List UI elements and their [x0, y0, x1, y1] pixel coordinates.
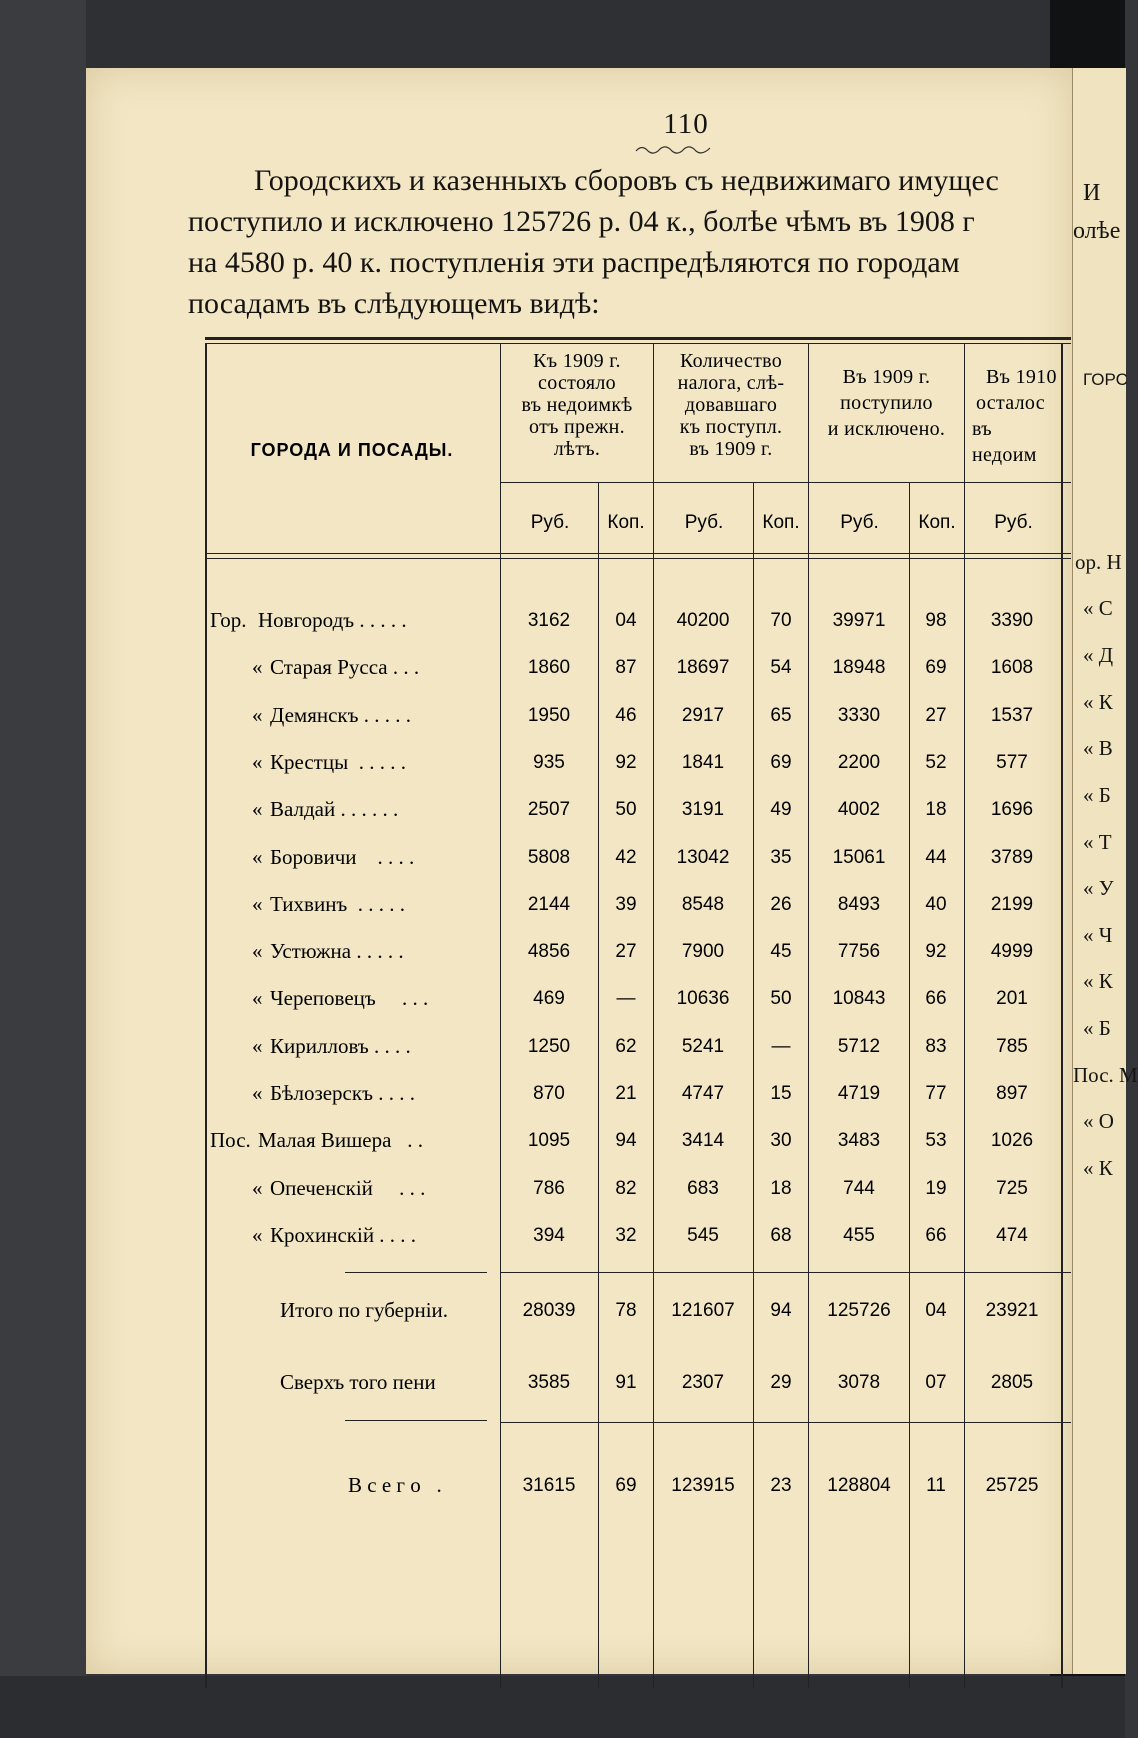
row-prefix: Гор.: [210, 608, 247, 632]
table-cell: 725: [996, 1178, 1028, 1199]
table-cell: 66: [925, 1225, 947, 1246]
table-cell: 4856: [527, 941, 571, 962]
table-cell: 50: [770, 988, 792, 1009]
table-cell: 49: [770, 799, 792, 820]
header-cities: ГОРОДА И ПОСАДЫ.: [250, 440, 454, 460]
table-cell: 870: [533, 1083, 565, 1104]
header-line: состояло: [538, 372, 616, 394]
scanner-background-top: [0, 0, 1125, 68]
header-line: и исключено.: [827, 418, 946, 440]
adjacent-page-fragment: « Д: [1083, 643, 1114, 667]
table-cell: 45: [770, 941, 792, 962]
totals-rule-1: [500, 1272, 1071, 1273]
table-cell: 26: [770, 894, 792, 915]
row-city-name: Кирилловъ . . . .: [270, 1034, 411, 1058]
totals-rule-3: [500, 1422, 1071, 1423]
row-prefix: «: [252, 845, 263, 869]
row-prefix: Пос.: [210, 1128, 251, 1152]
adjacent-page-fragment: олѣе: [1073, 218, 1121, 244]
table-cell: 786: [533, 1178, 565, 1199]
table-cell: 40200: [676, 610, 730, 631]
header-line: осталос: [976, 392, 1045, 414]
table-cell: 98: [925, 610, 947, 631]
table-cell: 65: [770, 705, 792, 726]
table-cell: 5241: [681, 1036, 725, 1057]
adjacent-page-fragment: « Т: [1083, 830, 1112, 854]
table-cell: 92: [615, 752, 637, 773]
unit-rub: Руб.: [994, 512, 1033, 533]
row-prefix: «: [252, 1034, 263, 1058]
table-cell: 52: [925, 752, 947, 773]
table-cell: 469: [533, 988, 565, 1009]
table-cell: 7756: [837, 941, 881, 962]
row-city-name: Старая Русса . . .: [270, 655, 420, 679]
total-cell: 121607: [671, 1300, 735, 1321]
total-cell: 125726: [827, 1300, 891, 1321]
table-cell: 1537: [990, 705, 1034, 726]
adjacent-page-fragment: ор. Н: [1075, 550, 1122, 574]
header-line: Къ 1909 г.: [533, 350, 621, 372]
header-line: въ 1909 г.: [689, 438, 773, 460]
intro-line: Городскихъ и казенныхъ сборовъ съ недвижимаго имущес: [254, 164, 999, 197]
header-line: поступило: [840, 392, 933, 414]
col-rule-h: [1061, 343, 1063, 1688]
table-cell: 4002: [837, 799, 881, 820]
table-cell: 77: [925, 1083, 947, 1104]
table-cell: —: [616, 988, 636, 1009]
unit-kop: Коп.: [762, 512, 800, 533]
table-cell: 2199: [990, 894, 1034, 915]
table-cell: 394: [533, 1225, 565, 1246]
adjacent-page-fragment: « Б: [1083, 783, 1111, 807]
total-cell: 28039: [522, 1300, 576, 1321]
page-number: 110: [663, 108, 709, 140]
table-cell: 15061: [832, 847, 886, 868]
table-cell: 935: [533, 752, 565, 773]
table-cell: 3162: [527, 610, 571, 631]
table-cell: 683: [687, 1178, 719, 1199]
table-cell: 70: [770, 610, 792, 631]
total-cell: 07: [925, 1372, 947, 1393]
row-prefix: «: [252, 750, 263, 774]
adjacent-page-fragment: « У: [1083, 876, 1114, 900]
header-line: довавшаго: [684, 394, 778, 416]
total-cell: 69: [615, 1475, 637, 1496]
total-cell: 23: [770, 1475, 792, 1496]
table-cell: 42: [615, 847, 637, 868]
table-cell: 455: [843, 1225, 875, 1246]
row-prefix: «: [252, 986, 263, 1010]
header-subrule: [500, 482, 1071, 483]
table-cell: 5712: [837, 1036, 881, 1057]
header-line: отъ прежн.: [529, 416, 625, 438]
header-line: въ недоимкѣ: [521, 394, 633, 416]
table-cell: 35: [770, 847, 792, 868]
table-cell: 13042: [676, 847, 730, 868]
table-cell: 8548: [681, 894, 725, 915]
total-cell: 04: [925, 1300, 947, 1321]
table-cell: 53: [925, 1130, 947, 1151]
table-cell: 82: [615, 1178, 637, 1199]
table-cell: 68: [770, 1225, 792, 1246]
total-cell: 31615: [522, 1475, 576, 1496]
table-cell: 4719: [837, 1083, 881, 1104]
table-cell: 785: [996, 1036, 1028, 1057]
header-arrears: [502, 350, 652, 460]
table-cell: 10843: [832, 988, 886, 1009]
header-line: въ недоим: [972, 418, 1037, 466]
header-tax-due: [655, 350, 807, 460]
total-cell: 23921: [985, 1300, 1039, 1321]
table-cell: 40: [925, 894, 947, 915]
table-cell: 10636: [676, 988, 730, 1009]
intro-paragraph: [188, 160, 1138, 324]
table-cell: 4747: [681, 1083, 725, 1104]
table-cell: 94: [615, 1130, 637, 1151]
table-cell: 1608: [990, 657, 1034, 678]
adjacent-page-fragment: « В: [1083, 736, 1113, 760]
table-cell: 1860: [527, 657, 571, 678]
table-cell: 30: [770, 1130, 792, 1151]
adjacent-page-fragment: ГОРС: [1083, 370, 1128, 389]
intro-line: на 4580 р. 40 к. поступленія эти распредѣляются по городам: [188, 246, 960, 279]
table-cell: 18: [770, 1178, 792, 1199]
table-cell: 1095: [527, 1130, 571, 1151]
table-cell: 3414: [681, 1130, 725, 1151]
table-cell: 27: [925, 705, 947, 726]
scanner-background-bottom: [0, 1676, 1125, 1738]
intro-line: поступило и исключено 125726 р. 04 к., болѣе чѣмъ въ 1908 г: [188, 205, 975, 238]
table-cell: 577: [996, 752, 1028, 773]
table-cell: 18697: [676, 657, 730, 678]
table-cell: 18: [925, 799, 947, 820]
table-cell: 92: [925, 941, 947, 962]
unit-kop: Коп.: [918, 512, 956, 533]
unit-kop: Коп.: [607, 512, 645, 533]
header-line: лѣтъ.: [553, 438, 601, 460]
document-page: [86, 68, 1072, 1674]
table-cell: 1026: [990, 1130, 1034, 1151]
table-cell: 69: [925, 657, 947, 678]
row-city-name: Боровичи . . . .: [270, 845, 415, 869]
table-cell: 69: [770, 752, 792, 773]
table-cell: 46: [615, 705, 637, 726]
table-cell: 39: [615, 894, 637, 915]
row-city-name: Крестцы . . . . .: [270, 750, 406, 774]
row-city-name: Череповецъ . . .: [270, 986, 429, 1010]
total-cell: 2805: [990, 1372, 1034, 1393]
table-cell: 83: [925, 1036, 947, 1057]
row-city-name: Тихвинъ . . . . .: [270, 892, 406, 916]
table-top-rule-2: [205, 343, 1071, 344]
table-cell: 3483: [837, 1130, 881, 1151]
header-line: Количество: [679, 350, 783, 372]
table-cell: 7900: [681, 941, 725, 962]
table-cell: 5808: [527, 847, 571, 868]
table-cell: 201: [996, 988, 1028, 1009]
table-cell: 2200: [837, 752, 881, 773]
table-cell: 8493: [837, 894, 881, 915]
header-bottom-rule: [205, 553, 1071, 554]
adjacent-page-fragment: « Ч: [1083, 923, 1113, 947]
table-cell: 1250: [527, 1036, 571, 1057]
row-city-name: Опеченскій . . .: [270, 1176, 426, 1200]
header-line: налога, слѣ-: [677, 372, 785, 394]
totals-rule-2: [345, 1420, 487, 1421]
table-cell: 2144: [527, 894, 571, 915]
table-cell: —: [771, 1036, 791, 1057]
row-prefix: «: [252, 939, 263, 963]
unit-rub: Руб.: [684, 512, 724, 533]
unit-rub: Руб.: [530, 512, 570, 533]
total-cell: 78: [615, 1300, 637, 1321]
adjacent-page-fragment: « К: [1083, 1156, 1113, 1180]
table-cell: 19: [925, 1178, 947, 1199]
row-city-name: Малая Вишера . .: [258, 1128, 423, 1152]
table-top-rule: [205, 337, 1071, 340]
row-prefix: «: [252, 892, 263, 916]
row-city-name: Устюжна . . . . .: [270, 939, 404, 963]
total-cell: 29: [770, 1372, 792, 1393]
adjacent-page-fragment: « К: [1083, 690, 1113, 714]
table-cell: 897: [996, 1083, 1028, 1104]
row-prefix: «: [252, 703, 263, 727]
table-cell: 39971: [832, 610, 886, 631]
header-received: [810, 364, 963, 442]
total-label: В с е г о .: [348, 1473, 442, 1497]
table-cell: 744: [843, 1178, 875, 1199]
table-cell: 21: [615, 1083, 637, 1104]
table-cell: 44: [925, 847, 947, 868]
row-prefix: «: [252, 797, 263, 821]
table-cell: 62: [615, 1036, 637, 1057]
header-line: къ поступл.: [679, 416, 783, 438]
table-cell: 50: [615, 799, 637, 820]
adjacent-page-fragment: « С: [1083, 596, 1113, 620]
table-cell: 87: [615, 657, 637, 678]
table-cell: 3191: [681, 799, 725, 820]
unit-rub: Руб.: [840, 512, 879, 533]
header-remaining: [966, 364, 1060, 468]
header-bottom-rule-2: [205, 558, 1071, 559]
row-city-name: Новгородъ . . . . .: [258, 608, 407, 632]
table-cell: 3789: [990, 847, 1034, 868]
table-cell: 1950: [527, 705, 571, 726]
table-cell: 1696: [990, 799, 1034, 820]
total-cell: 128804: [827, 1475, 891, 1496]
row-prefix: «: [252, 1223, 263, 1247]
row-prefix: «: [252, 655, 263, 679]
table-cell: 1841: [681, 752, 725, 773]
table-cell: 66: [925, 988, 947, 1009]
total-label: Сверхъ того пени: [280, 1370, 436, 1394]
table-cell: 18948: [832, 657, 886, 678]
table-cell: 54: [770, 657, 792, 678]
row-prefix: «: [252, 1176, 263, 1200]
scanner-background-left: [0, 0, 86, 1738]
table-cell: 27: [615, 941, 637, 962]
adjacent-page-strip: [1072, 68, 1138, 1674]
total-cell: 25725: [985, 1475, 1039, 1496]
table-cell: 4999: [990, 941, 1034, 962]
total-label: Итого по губерніи.: [280, 1298, 449, 1322]
ornament-divider: [634, 142, 714, 156]
row-prefix: «: [252, 1081, 263, 1105]
adjacent-page-fragment: И: [1083, 180, 1101, 206]
total-cell: 91: [615, 1372, 637, 1393]
header-line: Въ 1909 г.: [842, 366, 931, 388]
table-cell: 474: [996, 1225, 1028, 1246]
table-left-rule: [205, 343, 207, 1688]
body-bottom-rule: [345, 1272, 487, 1273]
adjacent-page-fragment: « О: [1083, 1109, 1114, 1133]
table-cell: 545: [687, 1225, 719, 1246]
table-cell: 2917: [681, 705, 725, 726]
row-city-name: Валдай . . . . . .: [270, 797, 399, 821]
table-cell: 15: [770, 1083, 792, 1104]
adjacent-page-fragment: « К: [1083, 969, 1113, 993]
intro-line: посадамъ въ слѣдующемъ видѣ:: [188, 287, 600, 320]
adjacent-page-fragment: « Б: [1083, 1016, 1111, 1040]
total-cell: 3078: [837, 1372, 881, 1393]
total-cell: 123915: [671, 1475, 735, 1496]
row-city-name: Демянскъ . . . . .: [270, 703, 411, 727]
total-cell: 11: [926, 1475, 946, 1496]
adjacent-page-fragment: Пос. М: [1073, 1063, 1138, 1087]
table-cell: 3330: [837, 705, 881, 726]
table-cell: 3390: [990, 610, 1034, 631]
table-cell: 2507: [527, 799, 571, 820]
table-cell: 04: [615, 610, 637, 631]
row-city-name: Бѣлозерскъ . . . .: [270, 1081, 415, 1105]
total-cell: 3585: [527, 1372, 571, 1393]
table-cell: 32: [615, 1225, 637, 1246]
header-line: Въ 1910: [986, 366, 1057, 388]
total-cell: 94: [770, 1300, 792, 1321]
row-city-name: Крохинскій . . . .: [270, 1223, 417, 1247]
total-cell: 2307: [681, 1372, 725, 1393]
